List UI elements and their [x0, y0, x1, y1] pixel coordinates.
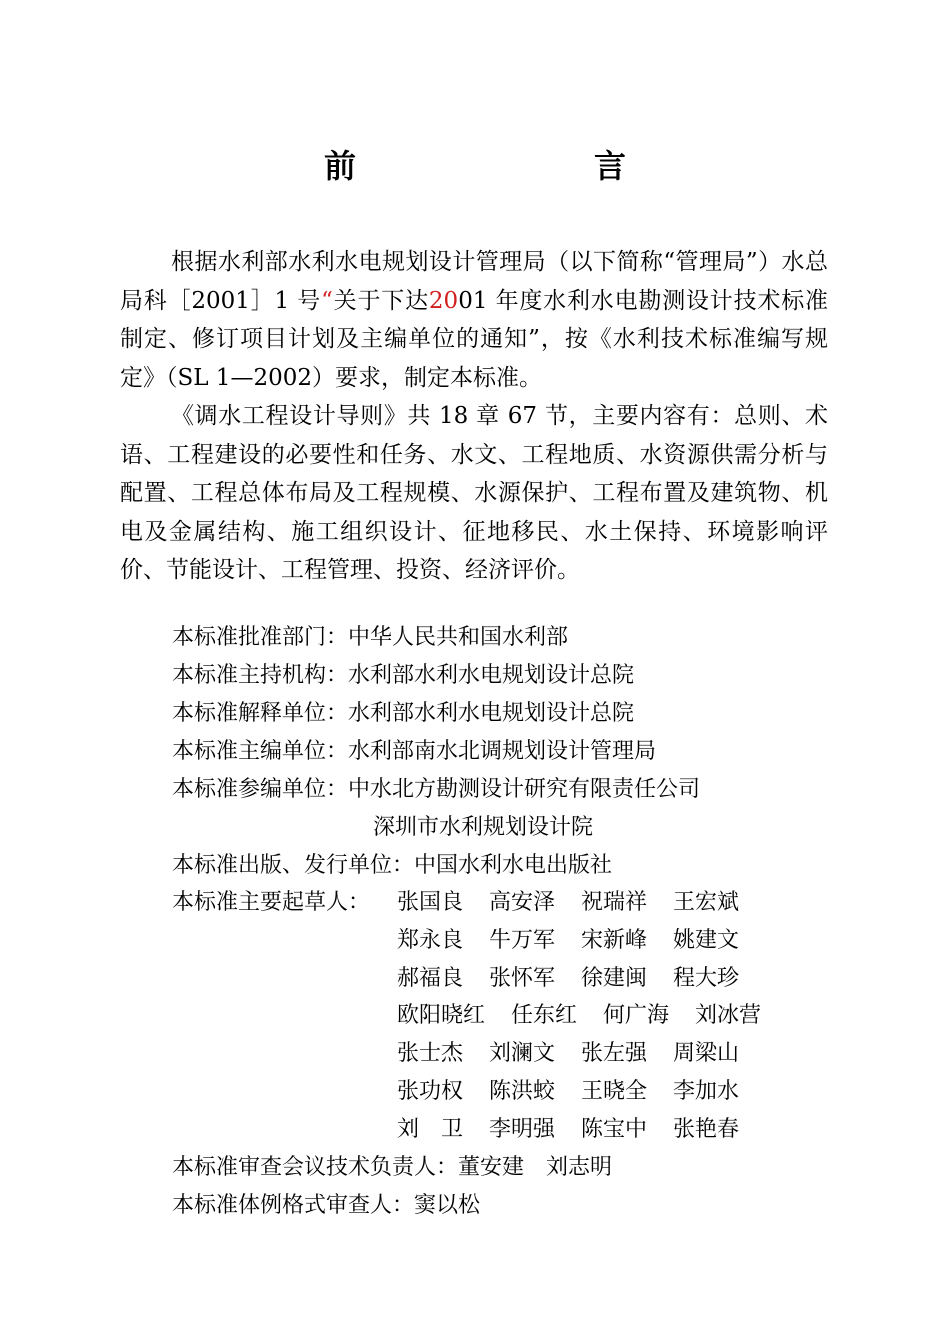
interpret-value: 水利部水利水电规划设计总院 [348, 701, 635, 726]
drafter-name: 何广海 [603, 1003, 670, 1029]
drafter-name: 陈宝中 [581, 1116, 648, 1142]
drafter-name: 陈洪蛟 [489, 1078, 556, 1104]
drafter-name: 祝瑞祥 [581, 890, 648, 915]
publisher-value: 中国水利水电出版社 [414, 853, 613, 878]
drafter-name: 王宏斌 [673, 890, 740, 915]
drafter-name: 张怀军 [489, 965, 556, 991]
drafters-row [397, 884, 877, 922]
publisher-row [172, 847, 612, 885]
host-label: 本标准主持机构： [172, 663, 349, 688]
drafters-row [397, 997, 877, 1035]
chief-editor-label: 本标准主编单位： [172, 739, 349, 764]
page-title: 前 言 [323, 147, 684, 185]
preface-paragraph-contents: 《调水工程设计导则》共 18 章 67 节，主要内容有：总则、术语、工程建设的必要性和任务、水文、工程地质、水资源供需分析与配置、工程总体布局及工程规模、水源保护、工程布置及建筑物、机电及金属结构、施工组织设计、征地移民、水土保持、环境影响评价、节能设计、工程管理、投资、经济评价。 [120, 403, 828, 584]
chief-editor-value: 水利部南水北调规划设计管理局 [348, 739, 657, 764]
approval-value: 中华人民共和国水利部 [348, 625, 569, 650]
host-row [172, 657, 634, 695]
interpret-label: 本标准解释单位： [172, 701, 349, 726]
basis-red-quote: “ [321, 287, 333, 314]
basis-red-year: 20 [428, 287, 459, 314]
participating-value-2: 深圳市水利规划设计院 [373, 815, 594, 840]
drafters-label: 本标准主要起草人： [172, 890, 371, 915]
participating-row [172, 771, 700, 809]
basis-text-part2: 关于下达 [332, 287, 429, 314]
drafter-name: 牛万军 [489, 927, 556, 953]
format-review-value: 窦以松 [414, 1193, 481, 1218]
drafter-name: 宋新峰 [581, 927, 648, 953]
approval-row [172, 619, 568, 657]
drafters-row [397, 1035, 877, 1073]
basis-text-part3: 01 年度水利水电勘测设计技术标准制定、修订项目计划及主编单位的通知”，按《水利技术标准编写规定》（SL 1—2002）要求，制定本标准。 [120, 287, 829, 391]
format-review-label: 本标准体例格式审查人： [172, 1193, 415, 1218]
participating-label: 本标准参编单位： [172, 777, 349, 802]
basis-text-part1: 根据水利部水利水电规划设计管理局（以下简称“管理局”）水总局科［2001］1 号 [120, 249, 828, 314]
review-row [172, 1149, 612, 1187]
drafter-name: 张左强 [581, 1041, 648, 1067]
chief-editor-row [172, 733, 656, 771]
drafter-name: 刘 卫 [397, 1116, 464, 1142]
drafter-name: 张功权 [397, 1078, 464, 1104]
host-value: 水利部水利水电规划设计总院 [348, 663, 635, 688]
drafters-row [397, 922, 877, 960]
drafter-name: 王晓全 [581, 1078, 648, 1104]
drafter-name: 刘冰营 [695, 1003, 762, 1029]
drafter-name: 张士杰 [397, 1041, 464, 1067]
drafters-row [397, 1111, 877, 1149]
drafters-row [397, 1073, 877, 1111]
interpret-row [172, 695, 634, 733]
drafter-name: 程大珍 [673, 965, 740, 991]
drafter-name: 李明强 [489, 1116, 556, 1142]
review-label: 本标准审查会议技术负责人： [172, 1155, 459, 1180]
drafter-name: 周梁山 [673, 1041, 740, 1067]
drafter-name: 刘澜文 [489, 1041, 556, 1067]
drafter-name: 姚建文 [673, 927, 740, 953]
drafter-name: 郑永良 [397, 927, 464, 953]
approval-label: 本标准批准部门： [172, 625, 349, 650]
drafter-name: 张艳春 [673, 1116, 740, 1142]
participating-row-2 [373, 809, 593, 847]
drafters-row [397, 960, 877, 998]
drafters-list [397, 884, 877, 1149]
publisher-label: 本标准出版、发行单位： [172, 853, 415, 878]
preface-paragraph-basis [120, 243, 828, 397]
participating-value-1: 中水北方勘测设计研究有限责任公司 [348, 777, 701, 802]
drafter-name: 欧阳晓红 [397, 1003, 486, 1029]
review-value: 董安建 刘志明 [458, 1155, 613, 1180]
format-review-row [172, 1187, 480, 1225]
drafter-name: 任东红 [511, 1003, 578, 1029]
drafter-name: 李加水 [673, 1078, 740, 1104]
drafter-name: 高安泽 [489, 890, 556, 915]
drafter-name: 张国良 [397, 890, 464, 915]
drafter-name: 徐建闽 [581, 965, 648, 991]
drafter-name: 郝福良 [397, 965, 464, 991]
drafters-label-row [172, 884, 370, 922]
